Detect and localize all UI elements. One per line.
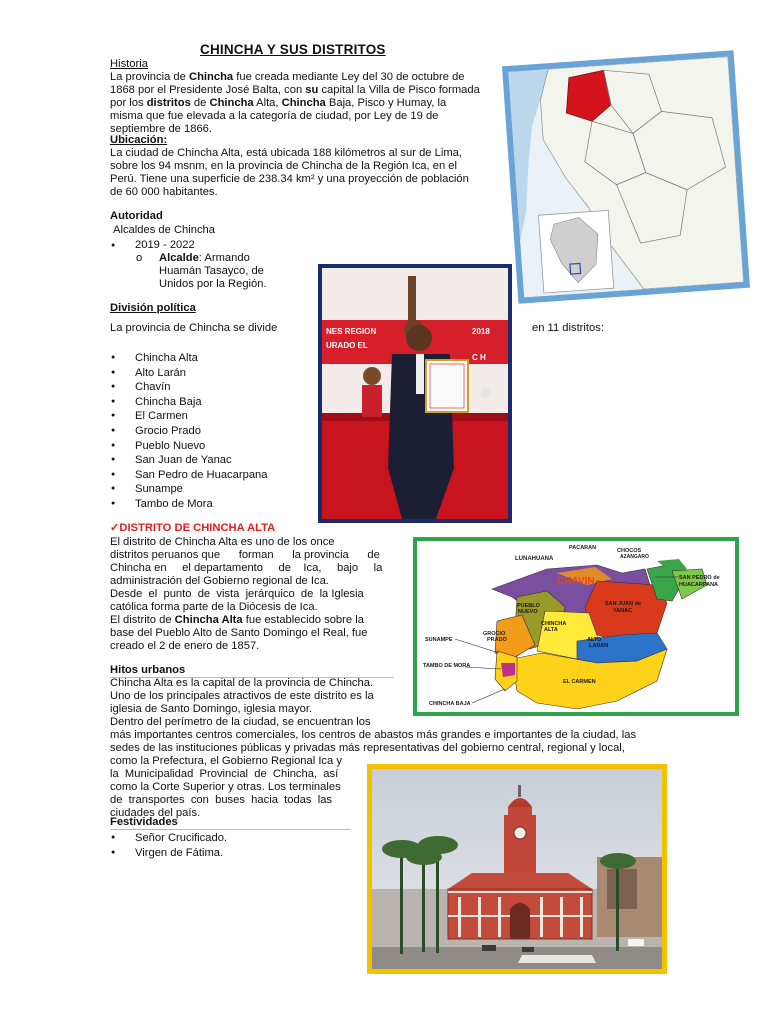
banner-text-2: URADO EL <box>326 341 368 350</box>
map-label-chocos: CHOCOS <box>617 548 642 554</box>
map-label-san-pedro: SAN PEDRO de <box>679 575 720 581</box>
historia-line-4: misma que fue elevada a la categoría de ciudad, por Ley de 19 de <box>110 110 439 122</box>
hitos-line: sedes de las instituciones públicas y privadas más representativas del gobierno central, regional y local, <box>110 742 625 754</box>
map-label-el-carmen: EL CARMEN <box>563 679 596 685</box>
historia-line-5: septiembre de 1866. <box>110 123 212 135</box>
district-list <box>110 351 310 512</box>
division-intro-right: en 11 distritos: <box>532 322 604 334</box>
ubicacion-line: Perú. Tiene una superficie de 238.34 km² y una proyección de población <box>110 173 469 185</box>
hitos-line: la Municipalidad Provincial de Chincha, así <box>110 768 339 780</box>
hitos-line: iglesia de Santo Domingo, iglesia mayor. <box>110 703 313 715</box>
historia-section <box>110 58 486 136</box>
hitos-line: como la Prefectura, el Gobierno Regional Ica y <box>110 755 342 767</box>
peru-region-map <box>502 50 750 304</box>
alcalde-entry: o Alcalde: Armando Huamán Tasayco, de Unidos por la Región. <box>136 252 267 290</box>
map-label-alto: ALTO <box>587 637 602 643</box>
ubicacion-line: de 60 000 habitantes. <box>110 186 218 198</box>
chincha-alta-line: creado el 2 de enero de 1857. <box>110 640 260 652</box>
autoridad-period: ● 2019 - 2022 <box>111 239 195 251</box>
hitos-line: Dentro del perímetro de la ciudad, se encuentran los <box>110 716 371 728</box>
historia-line-2: 1868 por el Presidente José Balta, con su capital la Villa de Pisco formada <box>110 84 480 96</box>
hitos-heading: Hitos urbanos <box>110 664 186 676</box>
district-item: ● El Carmen <box>110 409 310 424</box>
banner-text-3: 2018 <box>472 327 490 336</box>
map-label-yanac: YANAC <box>613 608 633 614</box>
hitos-line: ciudades del país. <box>110 807 201 819</box>
church-photo-image <box>372 769 662 969</box>
district-item: ● San Juan de Yanac <box>110 453 310 468</box>
festividades-list <box>110 831 340 860</box>
map-label-huacarpana: HUACARPANA <box>679 582 719 588</box>
map-label-tambo-de-mora: TAMBO DE MORA <box>423 663 471 669</box>
map-label-azangaro: AZANGARO <box>620 554 649 560</box>
district-item: ● Chincha Baja <box>110 395 310 410</box>
festividades-divider <box>110 829 350 830</box>
district-item: ● Chincha Alta <box>110 351 310 366</box>
chincha-alta-line: El distrito de Chincha Alta fue establecido sobre la <box>110 614 364 626</box>
chincha-alta-line: Desde el punto de vista jerárquico de la Iglesia <box>110 588 364 600</box>
district-item: ● Pueblo Nuevo <box>110 439 310 454</box>
festividades-heading: Festividades <box>110 816 178 828</box>
map-label-lunahuana: LUNAHUANA <box>515 556 554 562</box>
mayor-photo <box>318 264 512 523</box>
hitos-line: de transportes con buses hacia todas las <box>110 794 333 806</box>
map-label-alta: ALTA <box>544 627 558 633</box>
mayor-photo-image <box>322 268 508 519</box>
church-photo <box>367 764 667 974</box>
page-title: CHINCHA Y SUS DISTRITOS <box>200 42 386 57</box>
ubicacion-section <box>110 134 486 199</box>
division-intro-left: La provincia de Chincha se divide <box>110 322 278 334</box>
district-item: ● Alto Larán <box>110 366 310 381</box>
ubicacion-line: sobre los 94 msnm, en la provincia de Chincha de la Región Ica, en el <box>110 160 458 172</box>
historia-line-3: por los distritos de Chincha Alta, Chincha Baja, Pisco y Humay, la <box>110 97 447 109</box>
district-item: ● Sunampe <box>110 482 310 497</box>
hitos-line: Chincha Alta es la capital de la provincia de Chincha. <box>110 677 374 689</box>
hitos-line: más importantes centros comerciales, los centros de abastos más grandes e importantes de la ciudad, las <box>110 729 637 741</box>
map-label-san-juan: SAN JUAN de <box>605 601 642 607</box>
map-label-pacaran: PACARAN <box>569 545 597 551</box>
district-item: ● Tambo de Mora <box>110 497 310 512</box>
map-label-chincha-baja: CHINCHA BAJA <box>429 701 471 707</box>
banner-text-1: NES REGION <box>326 327 377 336</box>
autoridad-section <box>110 210 330 291</box>
chincha-alta-section <box>110 536 392 653</box>
district-item: ● Chavín <box>110 380 310 395</box>
festividad-item: ● Virgen de Fátima. <box>110 846 340 861</box>
banner-text-4: C H <box>472 353 486 362</box>
peru-map-graphic <box>508 57 743 298</box>
historia-line-1: La provincia de Chincha fue creada mediante Ley del 30 de octubre de <box>110 71 465 83</box>
chincha-alta-line: El distrito de Chincha Alta es uno de los once <box>110 536 335 548</box>
map-label-pueblo: PUEBLO <box>517 603 540 609</box>
chincha-alta-line: base del Pueblo Alto de Santo Domingo el Real, fue <box>110 627 368 639</box>
chincha-alta-line: administración del Gobierno regional de Ica. <box>110 575 329 587</box>
division-heading: División política <box>110 302 196 314</box>
map-label-prado: PRADO <box>487 637 507 643</box>
chincha-alta-line: Chincha en el departamento de Ica, bajo la <box>110 562 383 574</box>
autoridad-sub: Alcaldes de Chincha <box>113 224 215 236</box>
chincha-alta-line: distritos peruanos que forman la provincia de <box>110 549 380 561</box>
hitos-line: Uno de los principales atractivos de este distrito es la <box>110 690 374 702</box>
autoridad-heading: Autoridad <box>110 210 163 222</box>
map-label-chavin: CHAVIN <box>557 576 595 587</box>
chincha-alta-heading: ✓DISTRITO DE CHINCHA ALTA <box>110 522 276 534</box>
map-label-laran: LARAN <box>589 643 609 649</box>
hitos-line: como la Corte Superior y otras. Los terminales <box>110 781 341 793</box>
map-label-chincha: CHINCHA <box>541 621 567 627</box>
map-label-nuevo: NUEVO <box>518 609 538 615</box>
district-item: ● Grocio Prado <box>110 424 310 439</box>
ubicacion-heading: Ubicación: <box>110 134 168 146</box>
festividad-item: ● Señor Crucificado. <box>110 831 340 846</box>
historia-heading: Historia <box>110 58 148 70</box>
map-label-grocio: GROCIO <box>483 631 506 637</box>
map-label-sunampe: SUNAMPE <box>425 637 453 643</box>
district-item: ● San Pedro de Huacarpana <box>110 468 310 483</box>
ubicacion-line: La ciudad de Chincha Alta, está ubicada 188 kilómetros al sur de Lima, <box>110 147 462 159</box>
chincha-alta-line: católica forma parte de la Diócesis de Ica. <box>110 601 318 613</box>
